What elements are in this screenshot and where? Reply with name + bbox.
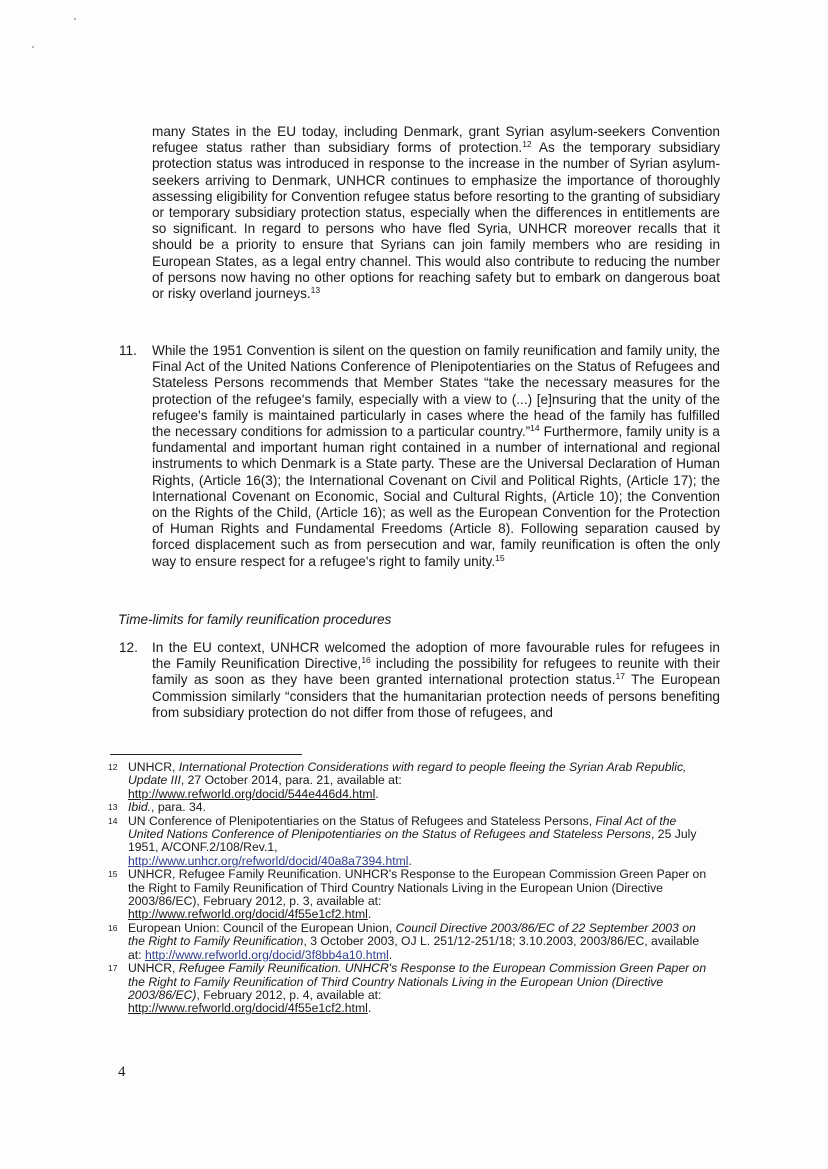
footnote-text: . [388, 947, 393, 962]
footnote-link[interactable]: http://www.refworld.org/docid/4f55e1cf2.html [128, 1001, 368, 1016]
footnote-link[interactable]: http://www.refworld.org/docid/3f8bb4a10.html [144, 947, 389, 962]
footnote-ref[interactable]: 14 [530, 423, 540, 434]
paragraph-text: While the 1951 Convention is silent on the question on family reunification and family unity, the Final Act of the United Nations Conference of Plenipotentiaries on the Status of Refugees and Stateless Persons recommends that Member States “take the necessary measures for the protection of the refugee's family, especially with a view to (...) [e]nsuring that the unity of the refugee's family is maintained particularly in cases where the head of the family has fulfilled the necessary conditions for admission to a particular country.” [152, 343, 720, 440]
paragraph-text: many States in the EU today, including Denmark, grant Syrian asylum-seekers Convention refugee status rather than subsidiary forms of protection. [152, 124, 720, 156]
footnote-16 [108, 922, 708, 962]
scan-speck [32, 46, 34, 48]
scan-speck [74, 18, 76, 20]
footnote-number: 17 [108, 963, 118, 974]
paragraph-text: Furthermore, family unity is a fundamental and important human right contained in a number of international and regional instruments to which Denmark is a State party. These are the Universal Declaration of Human Rights, (Article 16(3); the International Covenant on Civil and Political Rights, (Article 17); the International Covenant on Economic, Social and Cultural Rights, (Article 10); the Convention on the Rights of the Child, (Article 16); as well as the European Convention for the Protection of Human Rights and Fundamental Freedoms (Article 8). Following separation caused by forced displacement such as from persecution and war, family reunification is often the only way to ensure respect for a refugee's right to family unity. [152, 424, 720, 569]
footnote-number: 16 [108, 922, 118, 933]
footnote-link[interactable]: http://www.refworld.org/docid/544e446d4.html [128, 786, 376, 801]
footnote-number: 12 [108, 762, 118, 772]
paragraph-continuation [152, 124, 720, 302]
footnote-number: 14 [108, 815, 118, 826]
footnote-text: . [367, 907, 372, 922]
footnote-number: 15 [108, 869, 118, 880]
footnote-number: 13 [108, 802, 118, 813]
footnote-ref[interactable]: 16 [361, 655, 371, 666]
footnote-link[interactable]: http://www.unhcr.org/refworld/docid/40a8a7394.html [128, 853, 409, 868]
footnote-text: , February 2012, p. 4, available at: [196, 987, 382, 1002]
footnote-text: UNHCR, [128, 961, 179, 976]
footnote-ref[interactable]: 12 [522, 139, 532, 150]
footnote-ref[interactable]: 17 [615, 671, 625, 682]
paragraph-number: 12. [119, 640, 138, 655]
paragraph-text: including the possibility for refugees to reunite with their family as soon as they have been granted international protection status. [152, 656, 720, 688]
footnote-text: UN Conference of Plenipotentiaries on the Status of Refugees and Stateless Persons, [128, 813, 593, 828]
footnote-separator [110, 754, 302, 755]
footnote-title: Final Act of the United Nations Conference of Plenipotentiaries on the Status of Refugees and Stateless Persons [128, 813, 677, 842]
footnote-title: Refugee Family Reunification. UNHCR's Response to the European Commission Green Paper on the Right to Family Reunification of Third Country Nationals Living in the European Union (Directive 2003/86/EC) [128, 961, 707, 1002]
footnote-text: , para. 34. [151, 800, 206, 815]
footnote-link[interactable]: http://www.refworld.org/docid/4f55e1cf2.html [128, 907, 368, 922]
footnote-15 [108, 868, 708, 922]
footnote-ref[interactable]: 13 [310, 285, 321, 296]
footnote-text: . [375, 786, 379, 801]
footnote-12 [108, 761, 708, 801]
section-heading: Time-limits for family reunification procedures [118, 612, 392, 627]
footnote-text: European Union: Council of the European Union, [128, 920, 396, 935]
footnote-title: Ibid. [128, 800, 152, 815]
footnote-text: . [367, 1001, 372, 1016]
paragraph-text: In the EU context, UNHCR welcomed the adoption of more favourable rules for refugees in the Family Reunification Directive, [152, 640, 720, 672]
footnotes [108, 761, 708, 1016]
footnote-text: , 3 October 2003, OJ L. 251/12-251/18; 3.10.2003, 2003/86/EC, available at: [128, 934, 700, 962]
footnote-13 [108, 801, 708, 814]
footnote-title: Council Directive 2003/86/EC of 22 September 2003 on the Right to Family Reunification [128, 920, 696, 949]
footnote-17 [108, 962, 708, 1016]
footnote-text: , 25 July 1951, A/CONF.2/108/Rev.1, [128, 827, 697, 855]
paragraph-text: The European Commission similarly “considers that the humanitarian protection needs of persons benefiting from subsidiary protection do not differ from those of refugees, and [152, 672, 720, 720]
footnote-14 [108, 815, 708, 869]
paragraph-11 [119, 343, 720, 570]
paragraph-number: 11. [119, 343, 137, 358]
footnote-text: UNHCR, [128, 760, 179, 774]
footnote-title: International Protection Considerations with regard to people fleeing the Syrian Arab Republic, Update III [128, 760, 687, 788]
footnote-text: , 27 October 2014, para. 21, available at: [180, 773, 402, 788]
footnote-text: . [408, 853, 412, 868]
paragraph-text: As the temporary subsidiary protection status was introduced in response to the increase in the number of Syrian asylum-seekers arriving to Denmark, UNHCR continues to emphasize the importance of thoroughly assessing eligibility for Convention refugee status before resorting to the granting of subsidiary or temporary subsidiary protection status, especially when the differences in entitlements are so significant. In regard to persons who have fled Syria, UNHCR moreover recalls that it should be a priority to ensure that Syrians can join family members who are residing in European States, as a legal entry channel. This would also contribute to reducing the number of persons now having no other options for reaching safety but to embark on dangerous boat or risky overland journeys. [152, 140, 720, 302]
footnote-ref[interactable]: 15 [495, 552, 505, 563]
paragraph-12 [119, 640, 720, 721]
page-number: 4 [118, 1064, 126, 1080]
footnote-text: UNHCR, Refugee Family Reunification. UNHCR's Response to the European Commission Green Paper on the Right to Family Reunification of Third Country Nationals Living in the European Union (Directive 2003/86/EC), February 2012, p. 3, available at: [128, 867, 707, 909]
